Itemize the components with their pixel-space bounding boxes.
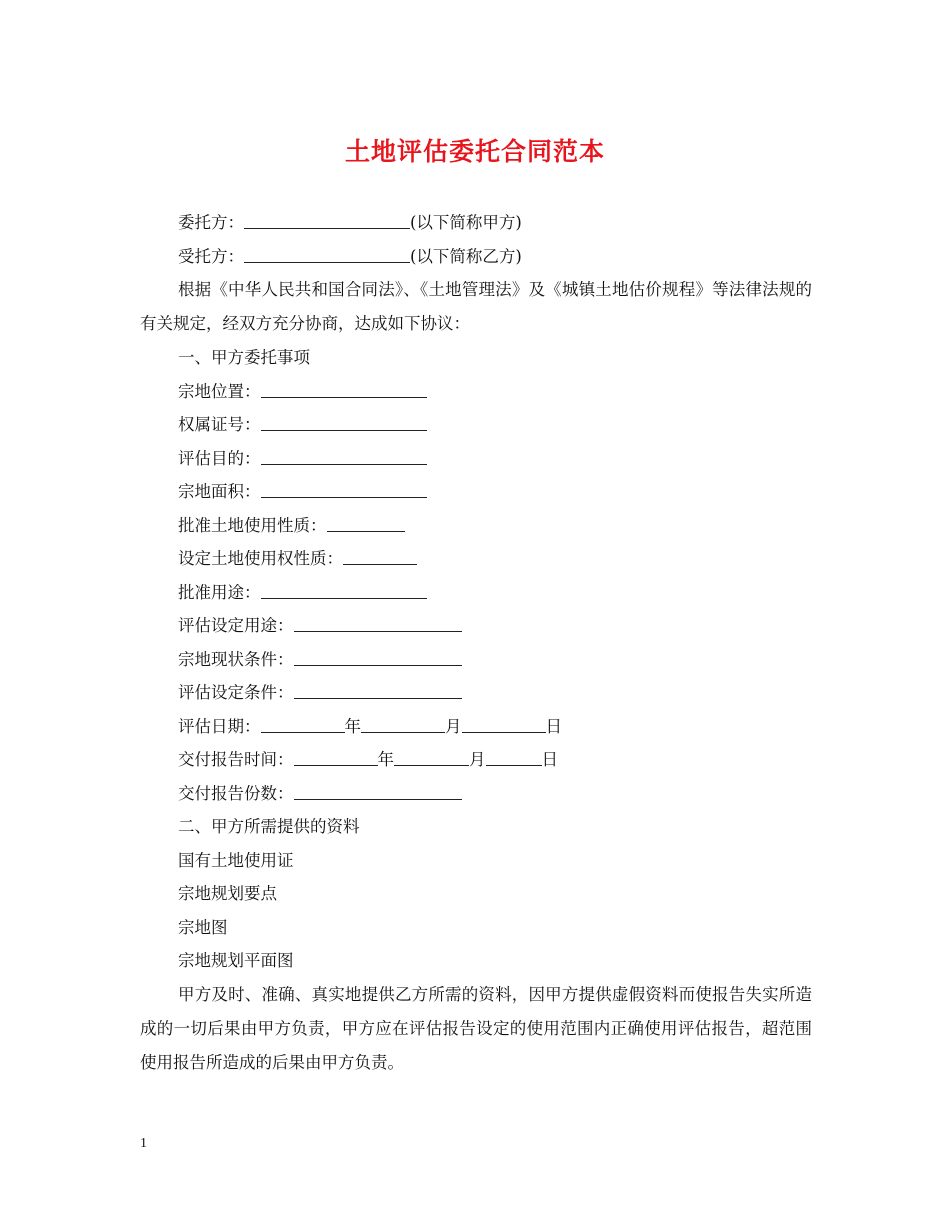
field-approved-use [140, 576, 812, 610]
list-item: 宗地规划平面图 [178, 951, 294, 970]
page-title: 土地评估委托合同范本 [344, 137, 605, 166]
list-item: 国有土地使用证 [178, 850, 294, 870]
list-item: 宗地图 [178, 917, 228, 937]
eval-date-line [140, 710, 812, 744]
section2-heading: 二、甲方所需提供的资料 [178, 817, 360, 836]
client-line [140, 206, 812, 240]
field-label: 批准用途： [178, 582, 261, 602]
copies-line [140, 777, 812, 811]
agent-line [140, 240, 812, 274]
field-label: 设定土地使用权性质： [178, 549, 343, 568]
delivery-time-line [140, 743, 812, 777]
field-blank [343, 548, 417, 565]
field-blank [327, 515, 405, 532]
field-label: 权属证号： [178, 415, 261, 434]
day-label: 日 [541, 750, 558, 769]
field-blank [261, 414, 427, 431]
day-blank [462, 716, 546, 733]
document-body [140, 206, 812, 1080]
responsibility-paragraph: 甲方及时、准确、真实地提供乙方所需的资料，因甲方提供虚假资料而使报告失实所造成的一切后果由甲方负责，甲方应在评估报告设定的使用范围内正确使用评估报告，超范围使用报告所造成的后果由甲方负责。 [140, 984, 812, 1072]
field-purpose [140, 442, 812, 476]
agent-blank [244, 246, 410, 263]
agent-suffix: (以下简称乙方) [410, 246, 522, 266]
month-blank [394, 749, 469, 766]
field-label: 宗地面积： [178, 482, 261, 501]
eval-date-label: 评估日期： [178, 716, 261, 736]
field-blank [294, 615, 462, 632]
field-blank [261, 381, 427, 398]
year-blank [294, 749, 378, 766]
field-label: 评估设定条件： [178, 683, 294, 702]
field-label: 宗地现状条件： [178, 649, 294, 669]
field-label: 评估目的： [178, 448, 261, 468]
field-eval-condition [140, 676, 812, 710]
agent-label: 受托方： [178, 246, 244, 266]
year-label: 年 [344, 716, 361, 736]
client-blank [244, 212, 410, 229]
field-location [140, 375, 812, 409]
month-label: 月 [469, 750, 486, 769]
page-number: 1 [140, 1136, 147, 1151]
field-blank [261, 582, 427, 599]
year-label: 年 [377, 750, 394, 769]
year-blank [261, 716, 345, 733]
field-cert-no [140, 408, 812, 442]
field-set-nature [140, 542, 812, 576]
field-area [140, 475, 812, 509]
field-blank [294, 682, 462, 699]
section1-heading: 一、甲方委托事项 [178, 348, 310, 367]
delivery-time-label: 交付报告时间： [178, 750, 294, 769]
field-eval-use [140, 609, 812, 643]
copies-blank [294, 783, 462, 800]
intro-paragraph: 根据《中华人民共和国合同法》、《土地管理法》及《城镇土地估价规程》等法律法规的有关规定，经双方充分协商，达成如下协议： [140, 280, 812, 333]
day-label: 日 [545, 716, 562, 736]
copies-label: 交付报告份数： [178, 783, 294, 803]
month-label: 月 [445, 716, 462, 736]
field-current-condition [140, 643, 812, 677]
month-blank [361, 716, 445, 733]
field-blank [261, 448, 427, 465]
client-label: 委托方： [178, 213, 244, 232]
client-suffix: (以下简称甲方) [410, 213, 522, 232]
field-blank [261, 481, 427, 498]
field-blank [294, 649, 462, 666]
list-item: 宗地规划要点 [178, 884, 277, 903]
field-label: 评估设定用途： [178, 616, 294, 635]
day-blank [486, 749, 542, 766]
field-label: 宗地位置： [178, 381, 261, 401]
field-label: 批准土地使用性质： [178, 515, 327, 535]
field-approved-nature [140, 509, 812, 543]
